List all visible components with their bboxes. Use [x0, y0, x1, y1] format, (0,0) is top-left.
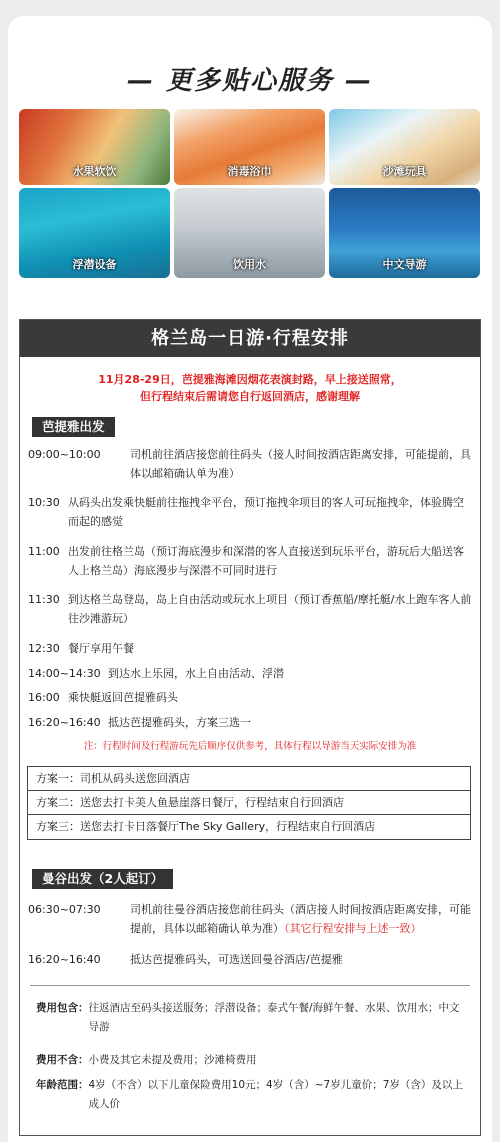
fee-value: 4岁（不含）以下儿童保险费用10元；4岁（含）~7岁儿童价；7岁（含）及以上成人价: [88, 1079, 463, 1110]
schedule-time: 11:30: [28, 593, 60, 606]
schedule-desc: 出发前往格兰岛（预订海底漫步和深潜的客人直接送到玩乐平台，游玩后大船送客人上格兰岛）海底漫步与深潜不可同时进行: [68, 545, 464, 577]
schedule-desc: 抵达芭提雅码头，可选送回曼谷酒店/芭提雅: [130, 953, 343, 966]
fee-row-included: [36, 999, 466, 1037]
fee-key: 年龄范围：: [36, 1079, 89, 1091]
schedule-row: [28, 950, 474, 969]
service-tile-beach-toys[interactable]: [329, 109, 480, 185]
closure-notice: [20, 371, 480, 405]
schedule-time: 16:20~16:40: [28, 953, 101, 966]
service-label: 消毒浴巾: [227, 165, 272, 178]
service-tile-fruit-drinks[interactable]: [19, 109, 170, 185]
schedule-desc-text: 司机前往曼谷酒店接您前往码头（酒店接人时间按酒店距离安排，可能提前，具体以邮箱确认单为准）: [130, 903, 471, 935]
service-label: 水果软饮: [72, 165, 117, 178]
schedule-row: [28, 590, 474, 628]
schedule-desc: 到达格兰岛登岛，岛上自由活动或玩水上项目（预订香蕉船/摩托艇/水上跑车客人前往沙滩游玩）: [68, 593, 472, 625]
plan-option-3[interactable]: 方案三：送您去打卡日落餐厅The Sky Gallery，行程结束自行回酒店: [36, 820, 376, 833]
schedule-desc: 司机前往酒店接您前往码头（接人时间按酒店距离安排，可能提前，具体以邮箱确认单为准）: [130, 448, 471, 480]
itinerary-title: 格兰岛一日游·行程安排: [20, 320, 480, 357]
schedule-row: [28, 445, 474, 483]
schedule-time: 09:00~10:00: [28, 448, 101, 461]
plans-table: [27, 766, 471, 840]
fee-value: 小费及其它未提及费用；沙滩椅费用: [88, 1054, 257, 1066]
fee-row-age: [36, 1076, 466, 1114]
schedule-time: 16:00: [28, 691, 60, 704]
fee-key: 费用包含：: [36, 1002, 89, 1014]
schedule-row: [28, 900, 474, 938]
service-tile-chinese-guide[interactable]: [329, 188, 480, 278]
service-label: 浮潜设备: [72, 258, 117, 271]
schedule-desc: 到达水上乐园，水上自由活动、浮潜: [108, 667, 284, 680]
schedule-time: 10:30: [28, 496, 60, 509]
schedule-note: 注：行程时间及行程游玩先后顺序仅供参考，具体行程以导游当天实际安排为准: [83, 741, 417, 752]
schedule-row: [28, 542, 474, 580]
plan-option-1[interactable]: 方案一：司机从码头送您回酒店: [28, 767, 470, 791]
service-label: 沙滩玩具: [382, 165, 427, 178]
schedule-desc: 抵达芭提雅码头，方案三选一: [108, 716, 251, 729]
schedule-time: 14:00~14:30: [28, 667, 101, 680]
schedule-row: [28, 493, 474, 531]
plan-option-2[interactable]: 方案二：送您去打卡美人鱼悬崖落日餐厅，行程结束自行回酒店: [28, 791, 470, 815]
fee-value: 往返酒店至码头接送服务；浮潜设备；泰式午餐/海鲜午餐、水果、饮用水；中文导游: [88, 1002, 460, 1033]
schedule-time: 12:30: [28, 642, 60, 655]
service-label: 中文导游: [382, 258, 427, 271]
fee-key: 费用不含：: [36, 1054, 89, 1066]
schedule-row: [28, 639, 474, 658]
services-title: — 更多贴心服务 —: [126, 66, 374, 96]
schedule-desc: 从码头出发乘快艇前往拖拽伞平台，预订拖拽伞项目的客人可玩拖拽伞，体验腾空而起的感觉: [68, 496, 464, 528]
schedule-desc: 餐厅享用午餐: [68, 642, 134, 655]
service-tile-snorkel-gear[interactable]: [19, 188, 170, 278]
services-grid: [19, 109, 481, 278]
fee-row-excluded: [36, 1051, 466, 1070]
schedule-row: [28, 664, 474, 683]
section-label-bangkok: 曼谷出发（2人起订）: [32, 869, 173, 889]
schedule-time: 06:30~07:30: [28, 903, 101, 916]
section-label-pattaya: 芭提雅出发: [32, 417, 115, 437]
page-card: [8, 16, 492, 1142]
schedule-time: 16:20~16:40: [28, 716, 101, 729]
notice-line: 但行程结束后需请您自行返回酒店，感谢理解: [140, 390, 360, 403]
service-label: 饮用水: [233, 258, 266, 271]
service-tile-water[interactable]: [174, 188, 325, 278]
schedule-desc: 乘快艇返回芭提雅码头: [68, 691, 178, 704]
divider: [30, 985, 470, 986]
itinerary-panel: [19, 319, 481, 1136]
schedule-desc: [130, 900, 474, 938]
notice-line: 11月28-29日，芭提雅海滩因烟花表演封路，早上接送照常，: [98, 373, 402, 386]
service-tile-towels[interactable]: [174, 109, 325, 185]
schedule-time: 11:00: [28, 545, 60, 558]
schedule-desc-highlight: （其它行程安排与上述一致）: [284, 922, 422, 935]
schedule-row: [28, 713, 474, 732]
schedule-row: [28, 688, 474, 707]
